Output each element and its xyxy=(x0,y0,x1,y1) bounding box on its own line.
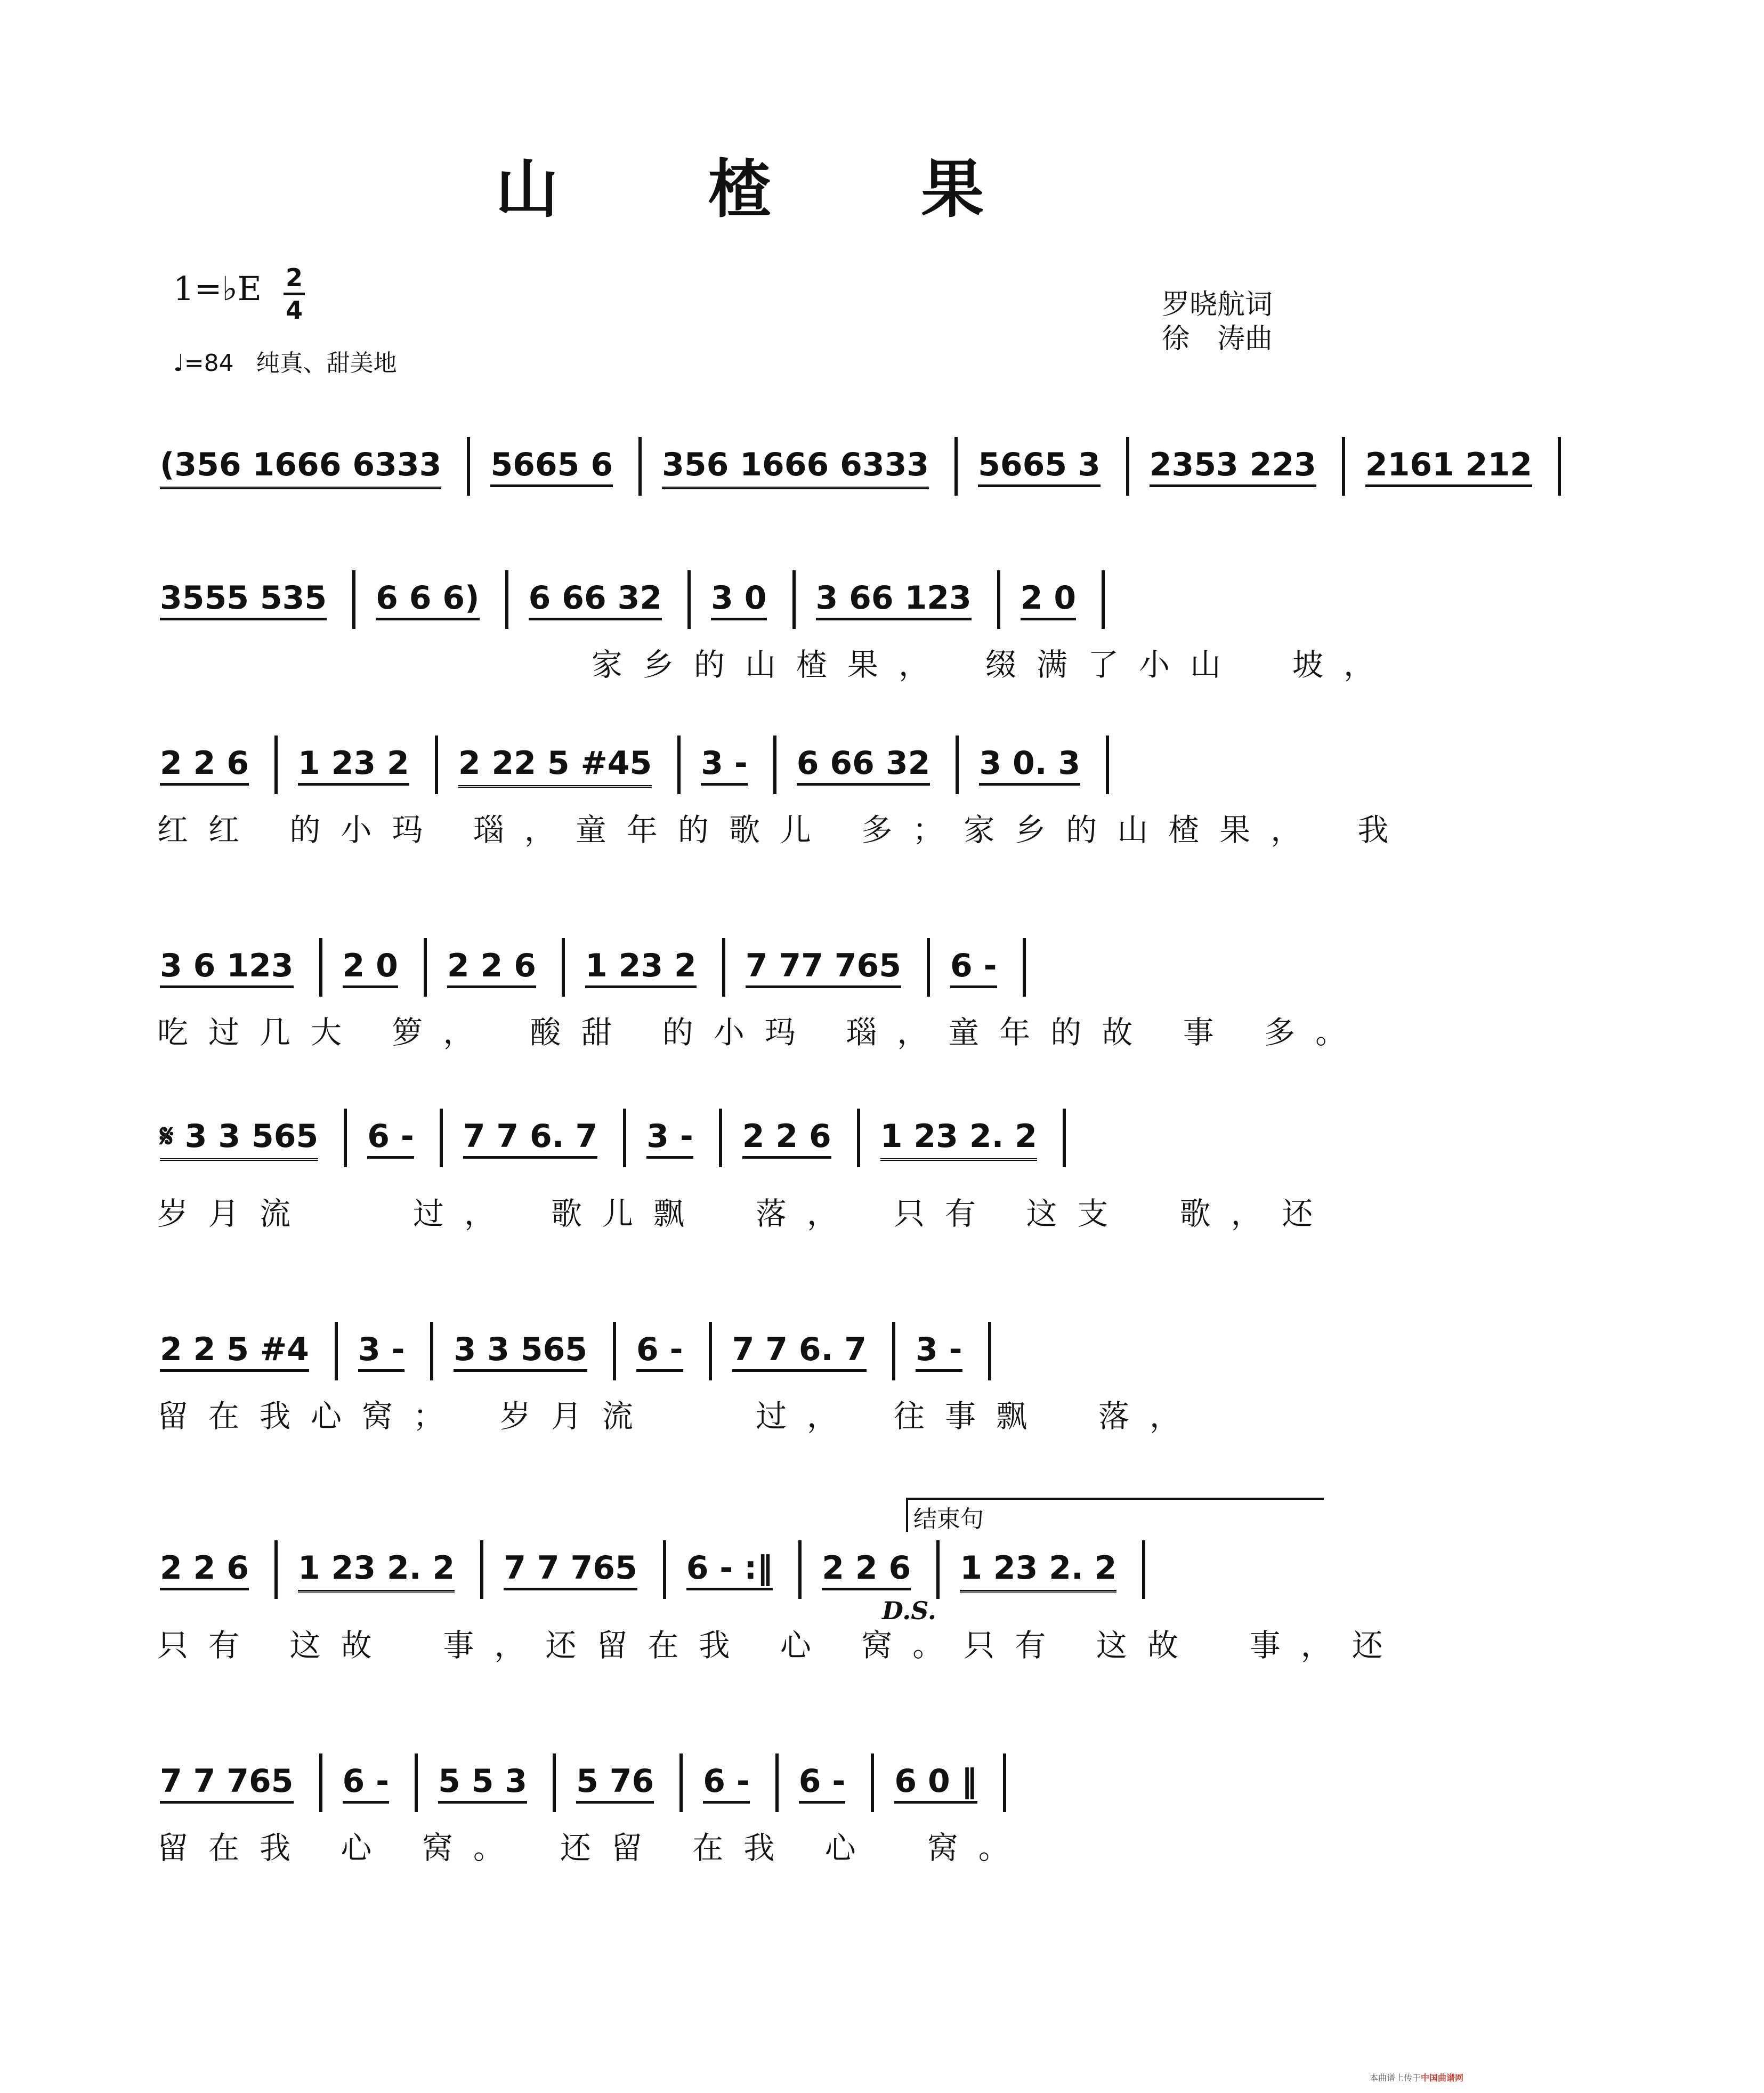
measure: 7 7 6. 7 xyxy=(732,1331,867,1372)
barline xyxy=(1142,1540,1145,1599)
measure: 6 - xyxy=(636,1331,683,1372)
barline xyxy=(1558,437,1561,496)
system-6-lyrics: 留在我心窝； 岁月流 过， 往事飘 落， xyxy=(157,1398,1201,1434)
measure: 1 23 2 xyxy=(585,947,697,988)
barline xyxy=(679,1753,683,1812)
measure: 2 2 6 xyxy=(822,1549,911,1590)
composer: 徐 涛曲 xyxy=(1162,323,1273,355)
measure: 5665 3 xyxy=(978,446,1101,487)
barline xyxy=(722,938,725,997)
system-1-notes xyxy=(160,437,1532,496)
measure: 2 0 xyxy=(343,947,398,988)
barline xyxy=(997,570,1000,629)
barline xyxy=(440,1109,443,1167)
footer-site: 中国曲谱网 xyxy=(1420,2073,1463,2083)
measure: 2 2 6 xyxy=(160,745,249,786)
meter-bottom: 4 xyxy=(285,296,303,325)
barline xyxy=(623,1109,626,1167)
measure: 3 6 123 xyxy=(160,947,294,988)
system-4-notes xyxy=(160,938,1332,997)
barline xyxy=(274,1540,278,1599)
footer-text: 本曲谱上传于 xyxy=(1369,2073,1421,2083)
barline xyxy=(613,1322,616,1380)
system-7-lyrics: 只有 这故 事，还留在我 心 窝。只有 这故 事，还 xyxy=(157,1627,1403,1663)
ds-marking: D.S. xyxy=(882,1596,936,1625)
ending-bracket xyxy=(906,1498,1324,1532)
measure: 6 66 32 xyxy=(529,579,662,620)
barline xyxy=(719,1109,722,1167)
barline xyxy=(430,1322,433,1380)
measure: 2 22 5 #45 xyxy=(458,745,652,788)
barline xyxy=(1003,1753,1006,1812)
system-4-lyrics: 吃过几大 箩， 酸甜 的小玛 瑙，童年的故 事 多。 xyxy=(157,1014,1367,1050)
barline xyxy=(1102,570,1105,629)
measure: 3 66 123 xyxy=(816,579,972,620)
measure: 6 - xyxy=(343,1763,390,1804)
measure: 2 2 6 xyxy=(447,947,536,988)
system-2-lyrics: 家乡的山楂果， 缀满了小山 坡， xyxy=(592,647,1395,683)
measure: 6 0 ‖ xyxy=(894,1763,977,1804)
system-6-notes xyxy=(160,1322,1332,1380)
barline xyxy=(319,938,322,997)
system-7-notes xyxy=(160,1540,1332,1599)
measure: 3 0. 3 xyxy=(979,745,1080,786)
barline xyxy=(956,736,959,794)
measure: 3555 535 xyxy=(160,579,327,620)
measure: 2 2 6 xyxy=(160,1549,249,1590)
measure: 3 0 xyxy=(711,579,766,620)
measure: 1 23 2 xyxy=(298,745,409,786)
barline xyxy=(988,1322,991,1380)
measure: 3 - xyxy=(646,1118,693,1159)
system-8-notes xyxy=(160,1753,1332,1812)
page-title: 山 楂 果 xyxy=(495,152,1048,226)
barline xyxy=(505,570,508,629)
barline xyxy=(467,437,470,496)
measure: 7 7 765 xyxy=(504,1549,637,1590)
measure: 356 1666 6333 xyxy=(662,446,929,489)
tempo-value: ♩=84 xyxy=(173,350,234,377)
measure: 2 0 xyxy=(1021,579,1076,620)
barline xyxy=(435,736,438,794)
measure: 6 - xyxy=(799,1763,846,1804)
system-5-lyrics: 岁月流 过， 歌儿飘 落， 只有 这支 歌，还 xyxy=(157,1195,1333,1232)
barline xyxy=(677,736,681,794)
credits xyxy=(1162,288,1273,356)
barline xyxy=(857,1109,860,1167)
measure: 7 77 765 xyxy=(746,947,901,988)
footer xyxy=(1370,2071,1463,2083)
expression-text: 纯真、甜美地 xyxy=(256,350,397,377)
barline xyxy=(553,1753,556,1812)
system-3-lyrics: 红红 的小玛 瑙，童年的歌儿 多；家乡的山楂果， 我 xyxy=(157,812,1409,848)
barline xyxy=(415,1753,418,1812)
measure: 1 23 2. 2 xyxy=(880,1118,1037,1161)
barline xyxy=(344,1109,347,1167)
measure: 7 7 765 xyxy=(160,1763,294,1804)
barline xyxy=(1126,437,1129,496)
measure: 3 3 565 xyxy=(454,1331,587,1372)
barline xyxy=(562,938,565,997)
barline xyxy=(1023,938,1026,997)
barline xyxy=(274,736,278,794)
barline xyxy=(709,1322,712,1380)
measure: 6 - xyxy=(950,947,997,988)
barline xyxy=(335,1322,338,1380)
system-8-lyrics: 留在我 心 窝。 还留 在我 心 窝。 xyxy=(157,1830,1030,1866)
barline xyxy=(927,938,930,997)
barline xyxy=(892,1322,895,1380)
barline xyxy=(871,1753,874,1812)
barline xyxy=(663,1540,666,1599)
measure: 6 - xyxy=(367,1118,414,1159)
barline xyxy=(936,1540,940,1599)
measure: 6 - :‖ xyxy=(686,1549,773,1590)
ending-label: 结束句 xyxy=(913,1506,984,1533)
measure: 3 - xyxy=(701,745,748,786)
measure: 5 76 xyxy=(576,1763,654,1804)
measure: 6 - xyxy=(703,1763,750,1804)
barline xyxy=(798,1540,802,1599)
measure: 2353 223 xyxy=(1150,446,1316,487)
measure: 1 23 2. 2 xyxy=(298,1549,455,1593)
tempo-marking xyxy=(173,344,397,378)
measure: 2 2 5 #4 xyxy=(160,1331,309,1372)
barline xyxy=(773,736,776,794)
measure: 2161 212 xyxy=(1365,446,1532,487)
meter-top: 2 xyxy=(285,263,303,292)
barline xyxy=(1106,736,1109,794)
barline xyxy=(792,570,796,629)
barline xyxy=(480,1540,483,1599)
barline xyxy=(424,938,427,997)
key-signature: 1=♭E xyxy=(173,269,262,308)
lyricist: 罗晓航词 xyxy=(1162,289,1273,321)
barline xyxy=(775,1753,779,1812)
measure: 5 5 3 xyxy=(438,1763,527,1804)
barline xyxy=(638,437,642,496)
barline xyxy=(687,570,691,629)
measure: (356 1666 6333 xyxy=(160,446,441,489)
barline xyxy=(1342,437,1345,496)
barline xyxy=(954,437,958,496)
barline xyxy=(352,570,355,629)
measure: 6 66 32 xyxy=(797,745,930,786)
barline xyxy=(319,1753,322,1812)
measure: 2 2 6 xyxy=(742,1118,831,1159)
system-3-notes xyxy=(160,736,1332,794)
time-signature xyxy=(284,264,305,324)
system-5-notes xyxy=(160,1109,1332,1167)
barline xyxy=(1063,1109,1066,1167)
measure: 1 23 2. 2 xyxy=(960,1549,1116,1593)
measure: 5665 6 xyxy=(490,446,613,487)
measure: 𝄋 3 3 565 xyxy=(160,1118,318,1161)
measure: 3 - xyxy=(916,1331,962,1372)
measure: 3 - xyxy=(358,1331,405,1372)
measure: 7 7 6. 7 xyxy=(463,1118,597,1159)
measure: 6 6 6) xyxy=(376,579,479,620)
system-2-notes xyxy=(160,570,1332,629)
